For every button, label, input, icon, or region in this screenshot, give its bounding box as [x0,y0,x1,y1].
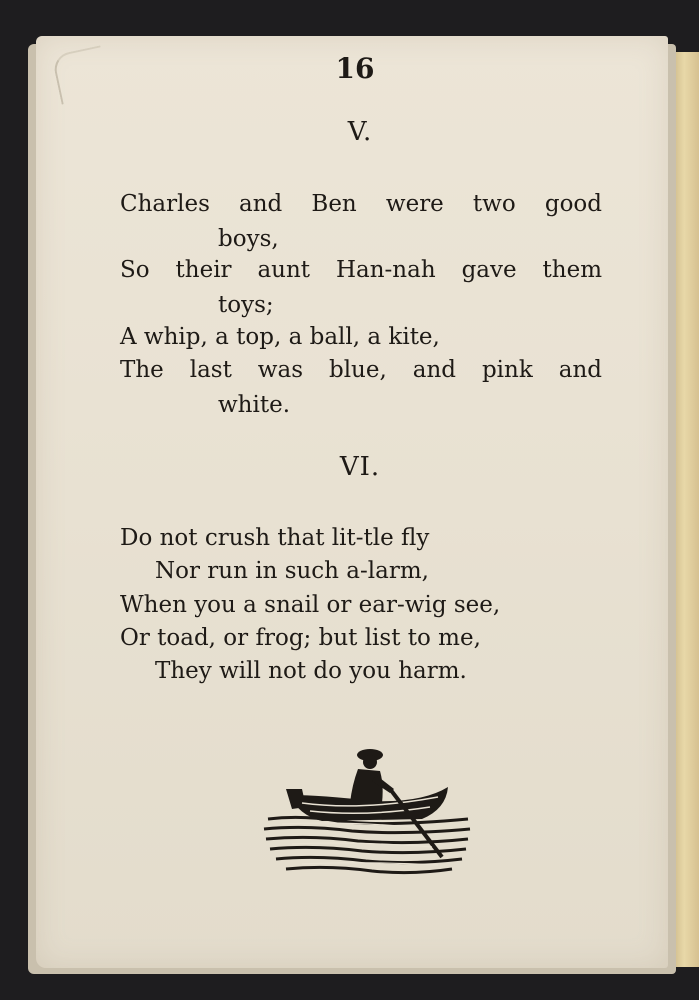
book-edge [672,52,699,967]
poem-line: white. [218,392,291,418]
poem-line: toys; [218,292,274,318]
section-numeral-vi: VI. [339,452,381,482]
poem-line: When you a snail or ear-wig see, [120,592,501,618]
poem-line: They will not do you harm. [155,658,467,684]
woodcut-rowing-boat-icon [262,745,474,880]
poem-line: The last was blue, and pink and [120,357,602,383]
poem-line: Do not crush that lit-tle fly [120,525,430,551]
poem-line: Nor run in such a-larm, [155,558,429,584]
page-number: 16 [335,52,375,85]
poem-line: Or toad, or frog; but list to me, [120,625,481,651]
poem-line: boys, [218,226,279,252]
poem-line: A whip, a top, a ball, a kite, [120,324,440,350]
section-numeral-v: V. [347,117,373,147]
poem-line: So their aunt Han-nah gave them [120,257,602,283]
poem-line: Charles and Ben were two good [120,191,602,217]
